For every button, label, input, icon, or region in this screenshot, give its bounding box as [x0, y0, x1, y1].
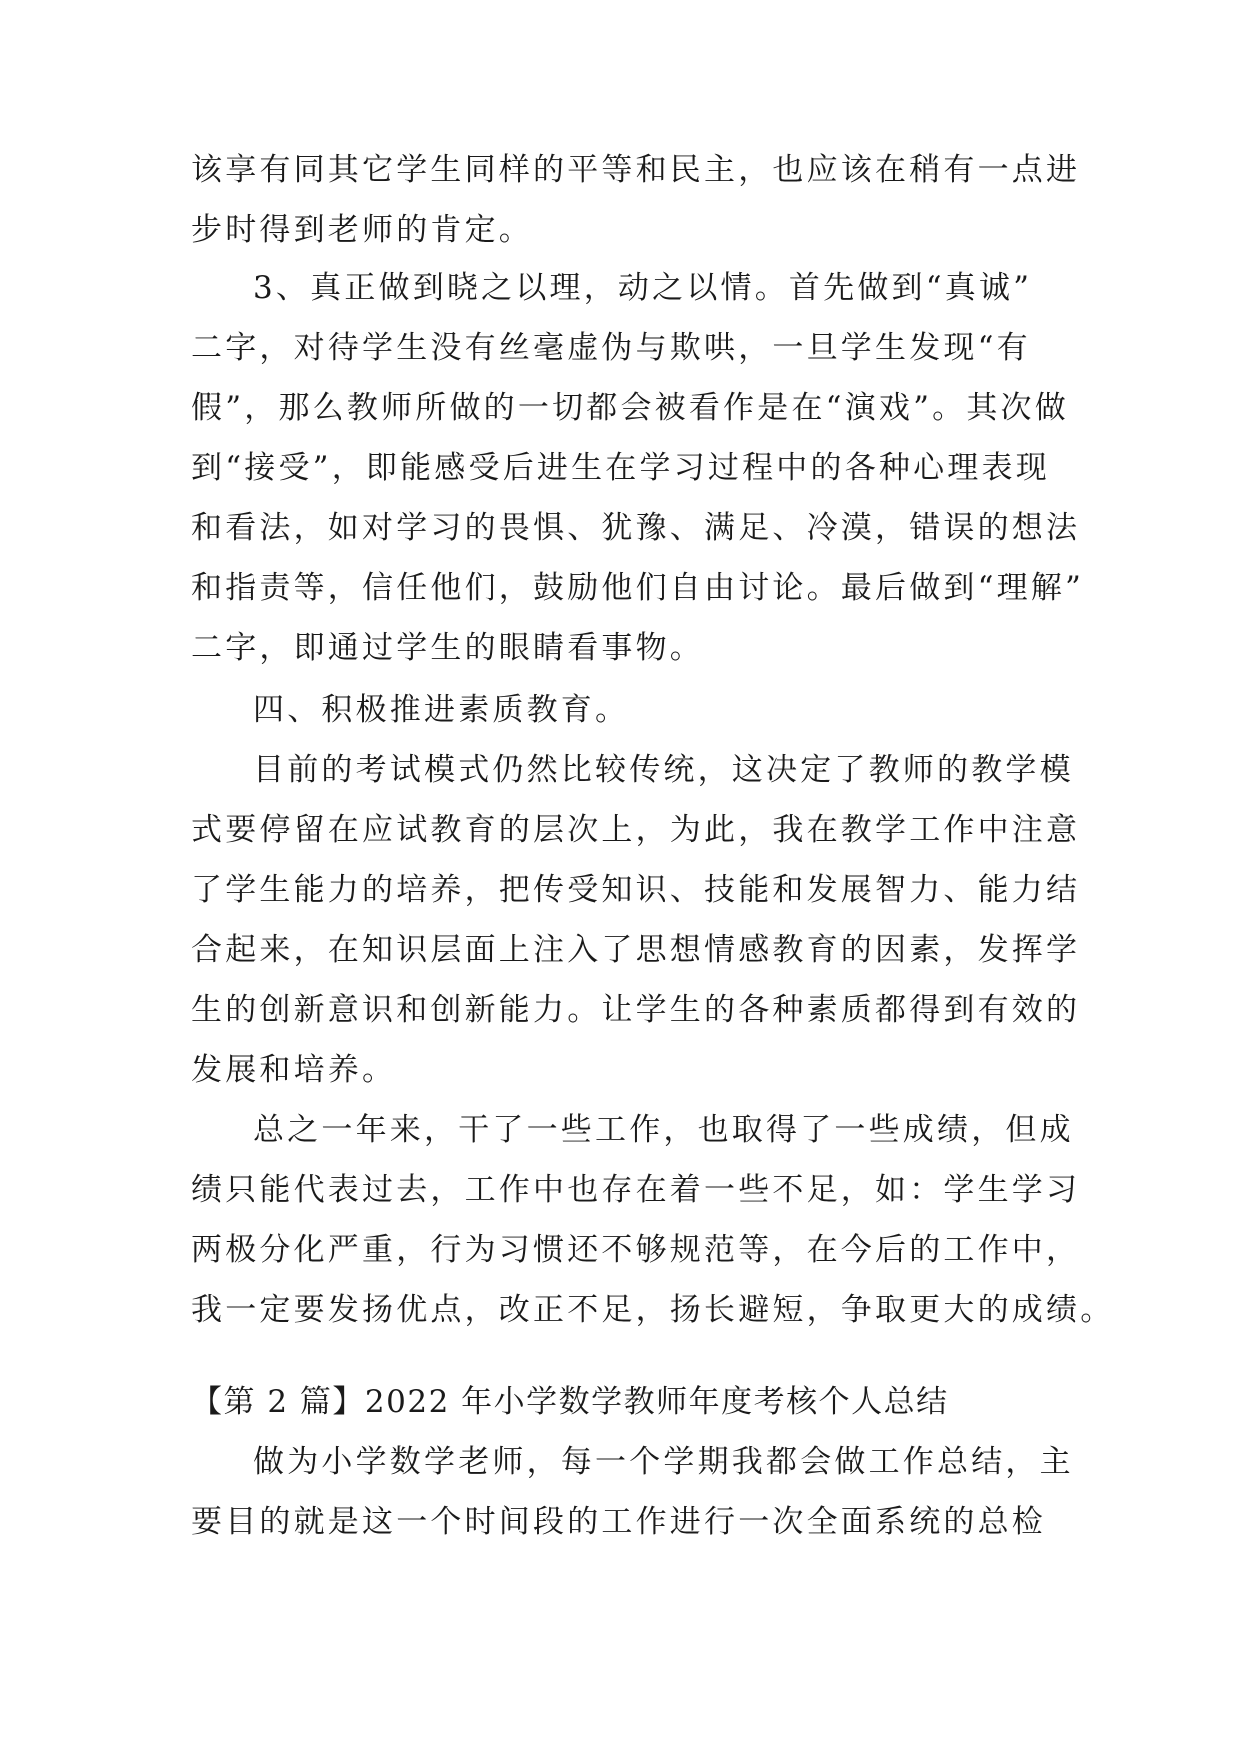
text-line: 3、真正做到晓之以理，动之以情。首先做到“真诚” — [253, 270, 1033, 306]
text-line: 总之一年来，干了一些工作，也取得了一些成绩，但成 — [253, 1112, 1074, 1148]
paragraph-quality-education — [191, 740, 1081, 1100]
text-line: 目前的考试模式仍然比较传统，这决定了教师的教学模 — [253, 752, 1074, 788]
text-line: 了学生能力的培养，把传受知识、技能和发展智力、能力结 — [191, 872, 1081, 908]
text-line: 到“接受”，即能感受后进生在学习过程中的各种心理表现 — [191, 450, 1050, 486]
section-heading-4 — [191, 680, 1059, 740]
text-line: 步时得到老师的肯定。 — [191, 212, 533, 248]
text-line: 二字，即通过学生的眼睛看事物。 — [191, 630, 704, 666]
paragraph-continuation — [191, 140, 1081, 260]
text-line: 两极分化严重，行为习惯还不够规范等，在今后的工作中， — [191, 1232, 1081, 1268]
text-line: 二字，对待学生没有丝毫虚伪与欺哄，一旦学生发现“有 — [191, 330, 1031, 366]
text-line: 假”，那么教师所做的一切都会被看作是在“演戏”。其次做 — [191, 390, 1069, 426]
text-line: 发展和培养。 — [191, 1052, 397, 1088]
text-line: 式要停留在应试教育的层次上，为此，我在教学工作中注意 — [191, 812, 1081, 848]
article-heading: 【第 2 篇】2022 年小学数学教师年度考核个人总结 — [191, 1384, 949, 1420]
text-line: 做为小学数学老师，每一个学期我都会做工作总结，主 — [253, 1444, 1074, 1480]
text-line: 该享有同其它学生同样的平等和民主，也应该在稍有一点进 — [191, 152, 1081, 188]
text-line: 和看法，如对学习的畏惧、犹豫、满足、冷漠，错误的想法 — [191, 510, 1081, 546]
text-line: 我一定要发扬优点，改正不足，扬长避短，争取更大的成绩。 — [191, 1292, 1115, 1328]
text-line: 合起来，在知识层面上注入了思想情感教育的因素，发挥学 — [191, 932, 1081, 968]
paragraph-article-2-intro — [191, 1432, 1074, 1552]
paragraph-conclusion — [191, 1100, 1115, 1340]
text-line: 要目的就是这一个时间段的工作进行一次全面系统的总检 — [191, 1504, 1046, 1540]
text-line: 绩只能代表过去，工作中也存在着一些不足，如：学生学习 — [191, 1172, 1081, 1208]
text-line: 四、积极推进素质教育。 — [253, 692, 630, 728]
text-line: 生的创新意识和创新能力。让学生的各种素质都得到有效的 — [191, 992, 1081, 1028]
text-line: 和指责等，信任他们，鼓励他们自由讨论。最后做到“理解” — [191, 570, 1085, 606]
paragraph-point-3 — [191, 258, 1085, 678]
